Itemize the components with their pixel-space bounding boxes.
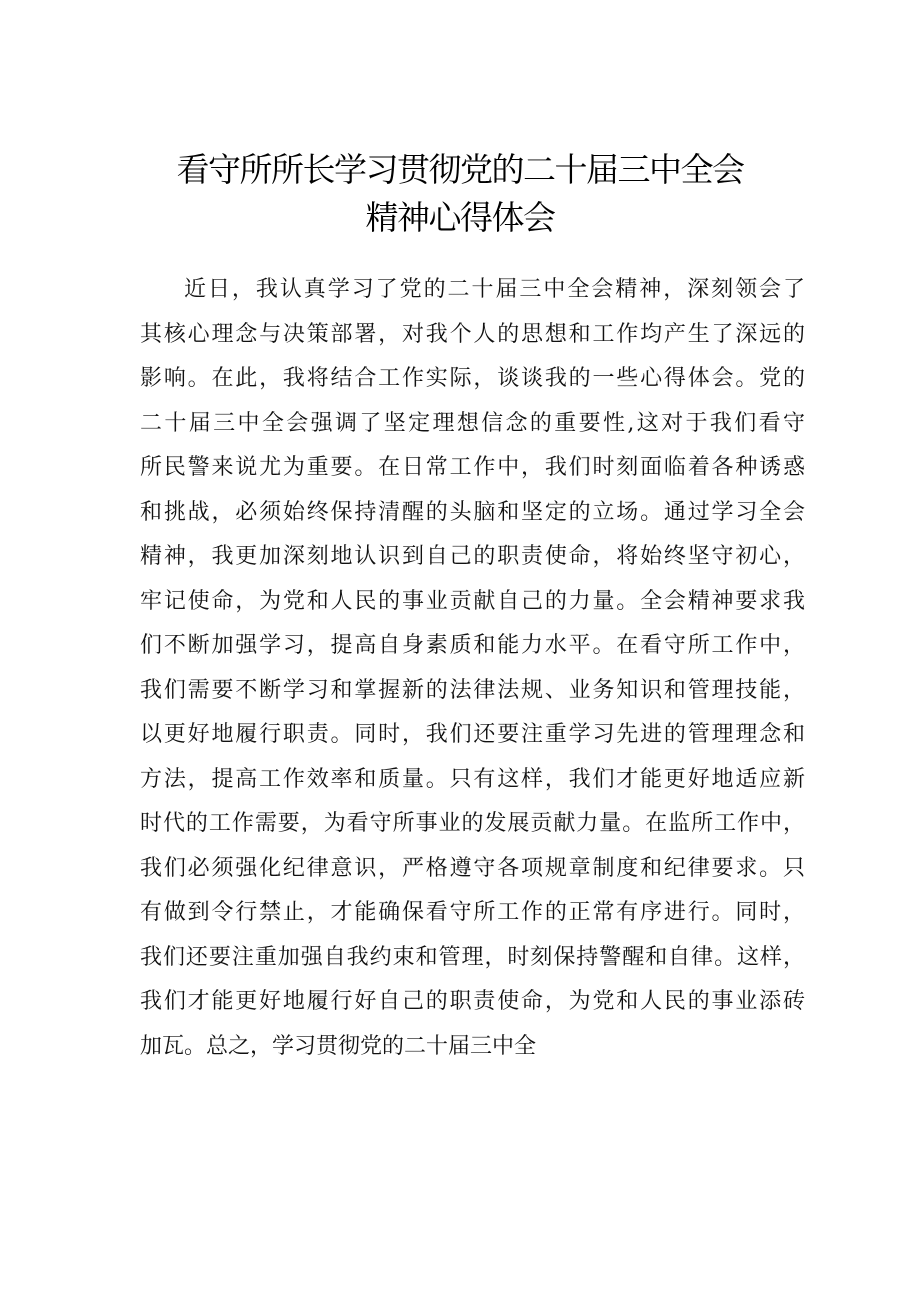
paragraph-line: 加瓦。总之，学习贯彻党的二十届三中全 bbox=[140, 1033, 537, 1059]
paragraph-line: 牢记使命，为党和人民的事业贡献自己的力量。全会精神要求我 bbox=[140, 588, 805, 614]
paragraph-line: 和挑战，必须始终保持清醒的头脑和坚定的立场。通过学习全会 bbox=[140, 499, 805, 525]
title-line: 看守所所长学习贯彻党的二十届三中全会 bbox=[176, 150, 744, 189]
paragraph-line: 其核心理念与决策部署，对我个人的思想和工作均产生了深远的 bbox=[140, 321, 805, 347]
document-title bbox=[0, 146, 920, 242]
paragraph-line: 二十届三中全会强调了坚定理想信念的重要性,这对于我们看守 bbox=[140, 410, 805, 436]
paragraph-line: 我们需要不断学习和掌握新的法律法规、业务知识和管理技能， bbox=[140, 677, 805, 703]
paragraph-line: 近日，我认真学习了党的二十届三中全会精神，深刻领会了 bbox=[184, 277, 805, 302]
paragraph-line: 时代的工作需要，为看守所事业的发展贡献力量。在监所工作中， bbox=[140, 811, 805, 836]
paragraph-line: 方法，提高工作效率和质量。只有这样，我们才能更好地适应新 bbox=[140, 766, 805, 792]
paragraph-line: 们不断加强学习，提高自身素质和能力水平。在看守所工作中， bbox=[140, 633, 805, 658]
paragraph-line: 所民警来说尤为重要。在日常工作中，我们时刻面临着各种诱惑 bbox=[140, 455, 805, 480]
paragraph-line: 我们必须强化纪律意识，严格遵守各项规章制度和纪律要求。只 bbox=[140, 855, 805, 881]
paragraph-line: 我们还要注重加强自我约束和管理，时刻保持警醒和自律。这样， bbox=[140, 944, 805, 970]
paragraph-line: 以更好地履行职责。同时，我们还要注重学习先进的管理理念和 bbox=[140, 722, 805, 747]
document-body bbox=[140, 268, 805, 1069]
title-line: 精神心得体会 bbox=[365, 198, 555, 237]
paragraph-line: 有做到令行禁止，才能确保看守所工作的正常有序进行。同时， bbox=[140, 900, 805, 925]
paragraph-line: 影响。在此，我将结合工作实际，谈谈我的一些心得体会。党的 bbox=[140, 366, 805, 391]
paragraph-line: 我们才能更好地履行好自己的职责使命，为党和人民的事业添砖 bbox=[140, 989, 805, 1014]
paragraph-line: 精神，我更加深刻地认识到自己的职责使命，将始终坚守初心， bbox=[140, 544, 805, 569]
